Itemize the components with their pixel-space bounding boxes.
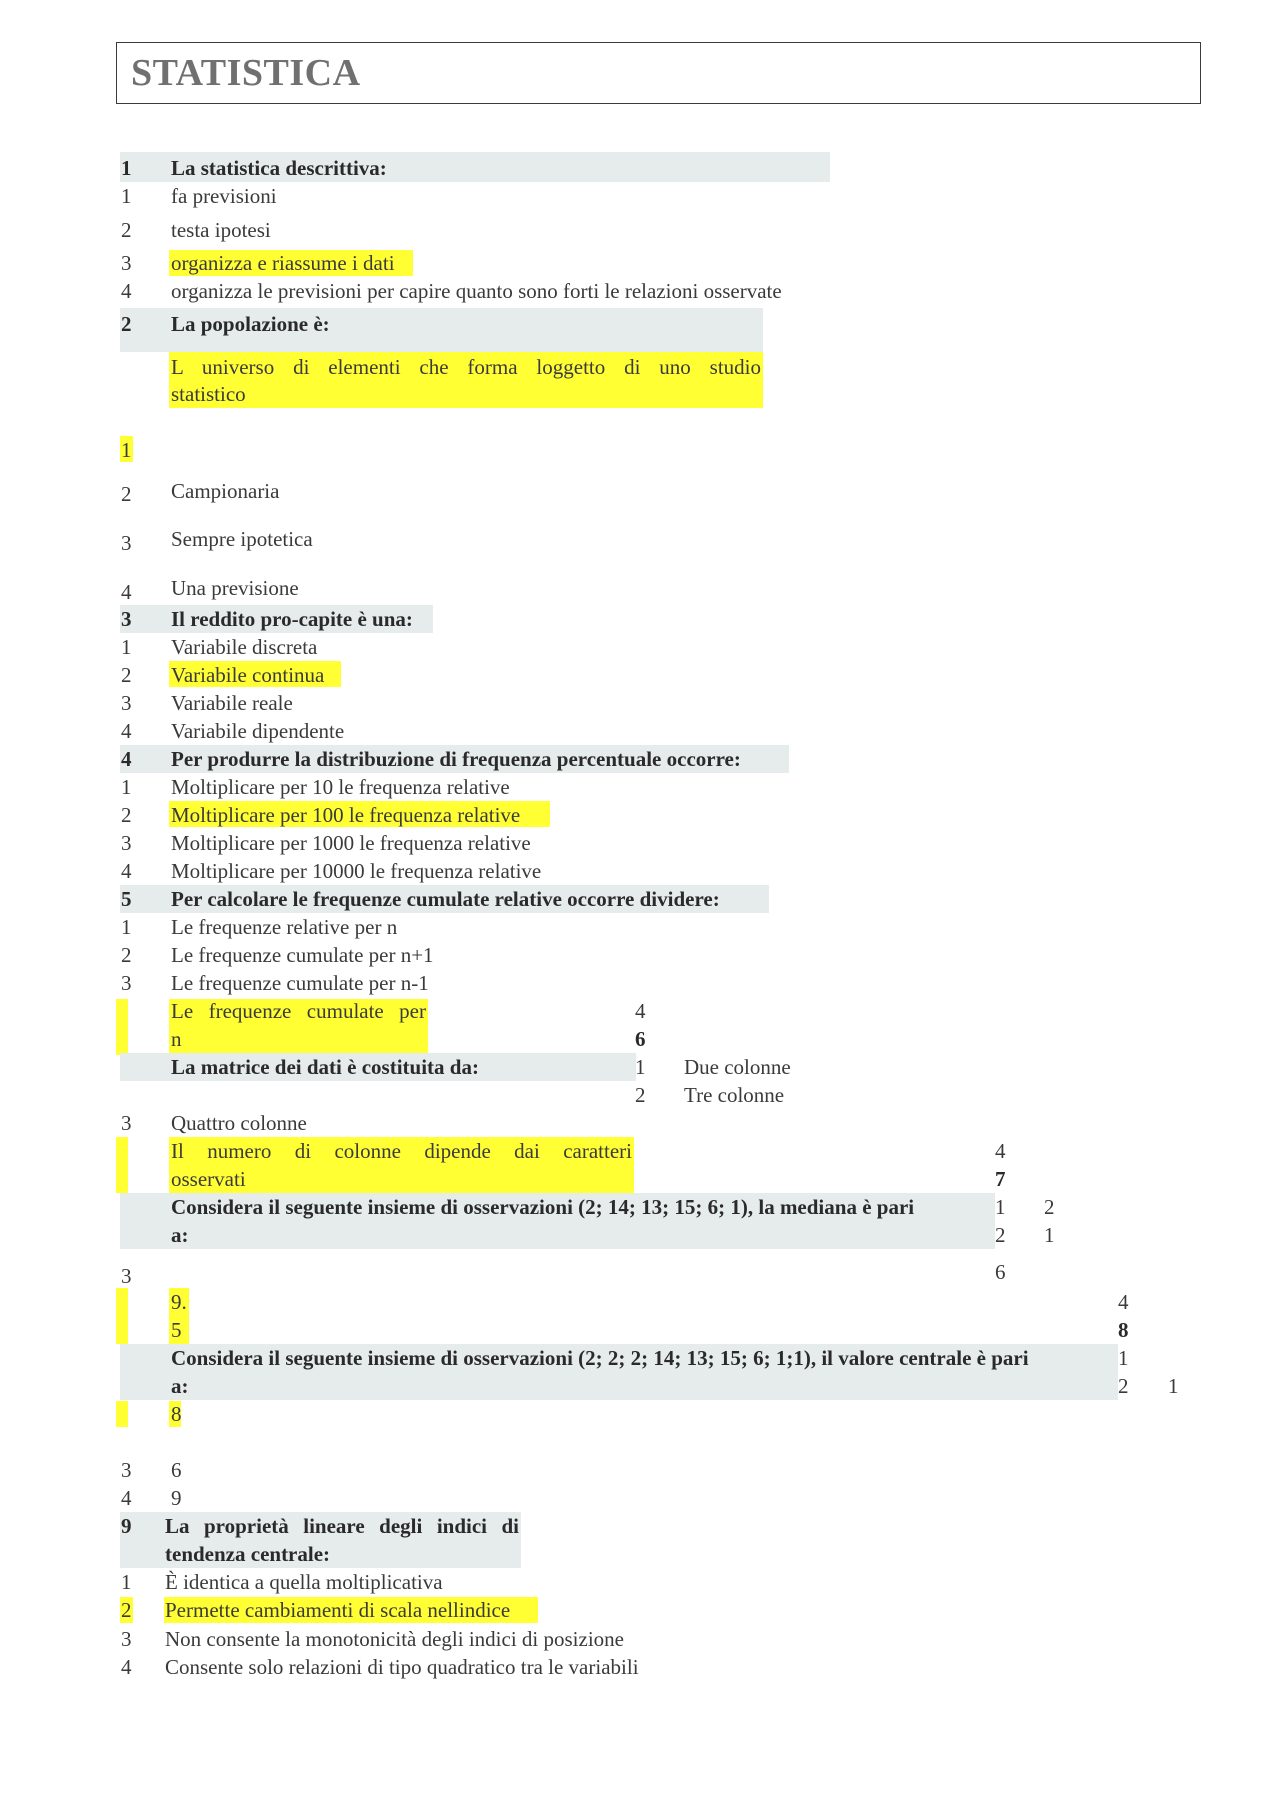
- q4-option-text: Moltiplicare per 1000 le frequenza relative: [171, 831, 531, 855]
- q6-answer-line: osservati: [171, 1167, 246, 1191]
- q6-option-text: Tre colonne: [684, 1083, 785, 1107]
- question-6-text: La matrice dei dati è costituita da:: [171, 1055, 479, 1079]
- q2-option-number: 3: [121, 531, 132, 555]
- q2-option-number: 4: [121, 580, 132, 604]
- question-4-number: 4: [121, 747, 132, 771]
- question-2-text: La popolazione è:: [171, 312, 330, 336]
- q9-option-text: Non consente la monotonicità degli indici di posizione: [165, 1627, 624, 1651]
- question-8-text: a:: [171, 1374, 189, 1398]
- q5-answer-line: Le frequenze cumulate per: [171, 999, 426, 1023]
- q6-margin-highlight: [116, 1137, 128, 1193]
- q8-option-text: 6: [171, 1458, 182, 1482]
- q1-option-number: 1: [121, 184, 132, 208]
- q4-option-number: 3: [121, 831, 132, 855]
- q1-option-text: organizza le previsioni per capire quanto sono forti le relazioni osservate: [171, 279, 782, 303]
- q4-option-text: Moltiplicare per 10000 le frequenza relative: [171, 859, 542, 883]
- q4-option-text-correct: Moltiplicare per 100 le frequenza relative: [171, 803, 521, 827]
- q6-answer-line: Il numero di colonne dipende dai caratteri: [171, 1139, 632, 1163]
- question-8-number: 8: [1118, 1318, 1129, 1342]
- q3-option-number: 4: [121, 719, 132, 743]
- q2-option-text: Una previsione: [171, 576, 299, 600]
- q6-option-text: Due colonne: [684, 1055, 791, 1079]
- q3-option-number: 3: [121, 691, 132, 715]
- q9-option-number: 4: [121, 1655, 132, 1679]
- q7-margin-highlight: [116, 1288, 128, 1344]
- question-3-number: 3: [121, 607, 132, 631]
- question-5-text: Per calcolare le frequenze cumulate relative occorre dividere:: [171, 887, 720, 911]
- q8-option-text: 1: [1168, 1374, 1179, 1398]
- q6-option-number: 2: [635, 1083, 646, 1107]
- q9-option-text-correct: Permette cambiamenti di scala nellindice: [165, 1598, 511, 1622]
- q9-option-number: 3: [121, 1627, 132, 1651]
- q2-option-text: Sempre ipotetica: [171, 527, 313, 551]
- q7-option-number: 1: [995, 1195, 1006, 1219]
- q4-option-text: Moltiplicare per 10 le frequenza relative: [171, 775, 510, 799]
- q8-option-text: 9: [171, 1486, 182, 1510]
- q5-margin-highlight: [116, 999, 128, 1055]
- q1-option-number: 2: [121, 218, 132, 242]
- q5-option-number: 3: [121, 971, 132, 995]
- q9-option-number: 1: [121, 1570, 132, 1594]
- q7-option-number: 2: [995, 1223, 1006, 1247]
- q1-option-number: 3: [121, 251, 132, 275]
- q2-answer-number: 1: [121, 438, 132, 462]
- question-6-number: 6: [635, 1027, 646, 1051]
- q7-option-text: 1: [1044, 1223, 1055, 1247]
- q3-option-number: 1: [121, 635, 132, 659]
- title-box: [116, 42, 1201, 104]
- q4-option-number: 2: [121, 803, 132, 827]
- q6-option-text: Quattro colonne: [171, 1111, 307, 1135]
- q7-option-text: 2: [1044, 1195, 1055, 1219]
- q9-option-text: È identica a quella moltiplicativa: [165, 1570, 443, 1594]
- question-9-number: 9: [121, 1514, 132, 1538]
- q7-option-text: 6: [995, 1260, 1006, 1284]
- q8-option-number: 2: [1118, 1374, 1129, 1398]
- q1-option-text-correct: organizza e riassume i dati: [171, 251, 395, 275]
- q3-option-text: Variabile dipendente: [171, 719, 345, 743]
- q8-option-number: 4: [121, 1486, 132, 1510]
- q4-option-number: 1: [121, 775, 132, 799]
- q3-option-number: 2: [121, 663, 132, 687]
- q1-option-text: fa previsioni: [171, 184, 277, 208]
- q2-answer-line: statistico: [171, 382, 246, 406]
- question-3-text: Il reddito pro-capite è una:: [171, 607, 413, 631]
- q6-option-number: 3: [121, 1111, 132, 1135]
- q5-option-number: 1: [121, 915, 132, 939]
- q9-option-text: Consente solo relazioni di tipo quadratico tra le variabili: [165, 1655, 639, 1679]
- q8-option-number: 3: [121, 1458, 132, 1482]
- q6-answer-number: 4: [995, 1139, 1006, 1163]
- q3-option-text-correct: Variabile continua: [171, 663, 325, 687]
- q4-option-number: 4: [121, 859, 132, 883]
- q6-option-number: 1: [635, 1055, 646, 1079]
- q7-answer-line: 9.: [171, 1290, 187, 1314]
- q7-option-number: 3: [121, 1264, 132, 1288]
- q5-option-text: Le frequenze relative per n: [171, 915, 398, 939]
- question-9-text: La proprietà lineare degli indici di: [165, 1514, 519, 1538]
- q8-margin-highlight: [116, 1401, 128, 1427]
- q5-answer-line: n: [171, 1027, 182, 1051]
- q5-option-text: Le frequenze cumulate per n+1: [171, 943, 434, 967]
- question-8-text: Considera il seguente insieme di osservazioni (2; 2; 2; 14; 13; 15; 6; 1;1), il valore centrale è pari: [171, 1346, 1029, 1370]
- q7-answer-line: 5: [171, 1318, 182, 1342]
- question-7-text: Considera il seguente insieme di osservazioni (2; 14; 13; 15; 6; 1), la mediana è pari: [171, 1195, 915, 1219]
- question-9-text: tendenza centrale:: [165, 1542, 331, 1566]
- q2-answer-line: L universo di elementi che forma loggetto di uno studio: [171, 355, 761, 379]
- question-7-text: a:: [171, 1223, 189, 1247]
- question-7-number: 7: [995, 1167, 1006, 1191]
- q5-answer-number: 4: [635, 999, 646, 1023]
- q1-option-number: 4: [121, 279, 132, 303]
- question-2-number: 2: [121, 312, 132, 336]
- question-5-number: 5: [121, 887, 132, 911]
- question-1-text: La statistica descrittiva:: [171, 156, 387, 180]
- q8-answer: 8: [171, 1402, 182, 1426]
- q2-option-text: Campionaria: [171, 479, 280, 503]
- q8-option-number: 1: [1118, 1346, 1129, 1370]
- q2-option-number: 2: [121, 482, 132, 506]
- q7-answer-number: 4: [1118, 1290, 1129, 1314]
- q5-option-text: Le frequenze cumulate per n-1: [171, 971, 429, 995]
- q3-option-text: Variabile reale: [171, 691, 293, 715]
- question-1-number: 1: [121, 156, 132, 180]
- document-title: STATISTICA: [131, 52, 361, 94]
- q1-option-text: testa ipotesi: [171, 218, 271, 242]
- question-4-text: Per produrre la distribuzione di frequenza percentuale occorre:: [171, 747, 741, 771]
- q5-option-number: 2: [121, 943, 132, 967]
- q3-option-text: Variabile discreta: [171, 635, 318, 659]
- q9-option-number: 2: [121, 1598, 132, 1622]
